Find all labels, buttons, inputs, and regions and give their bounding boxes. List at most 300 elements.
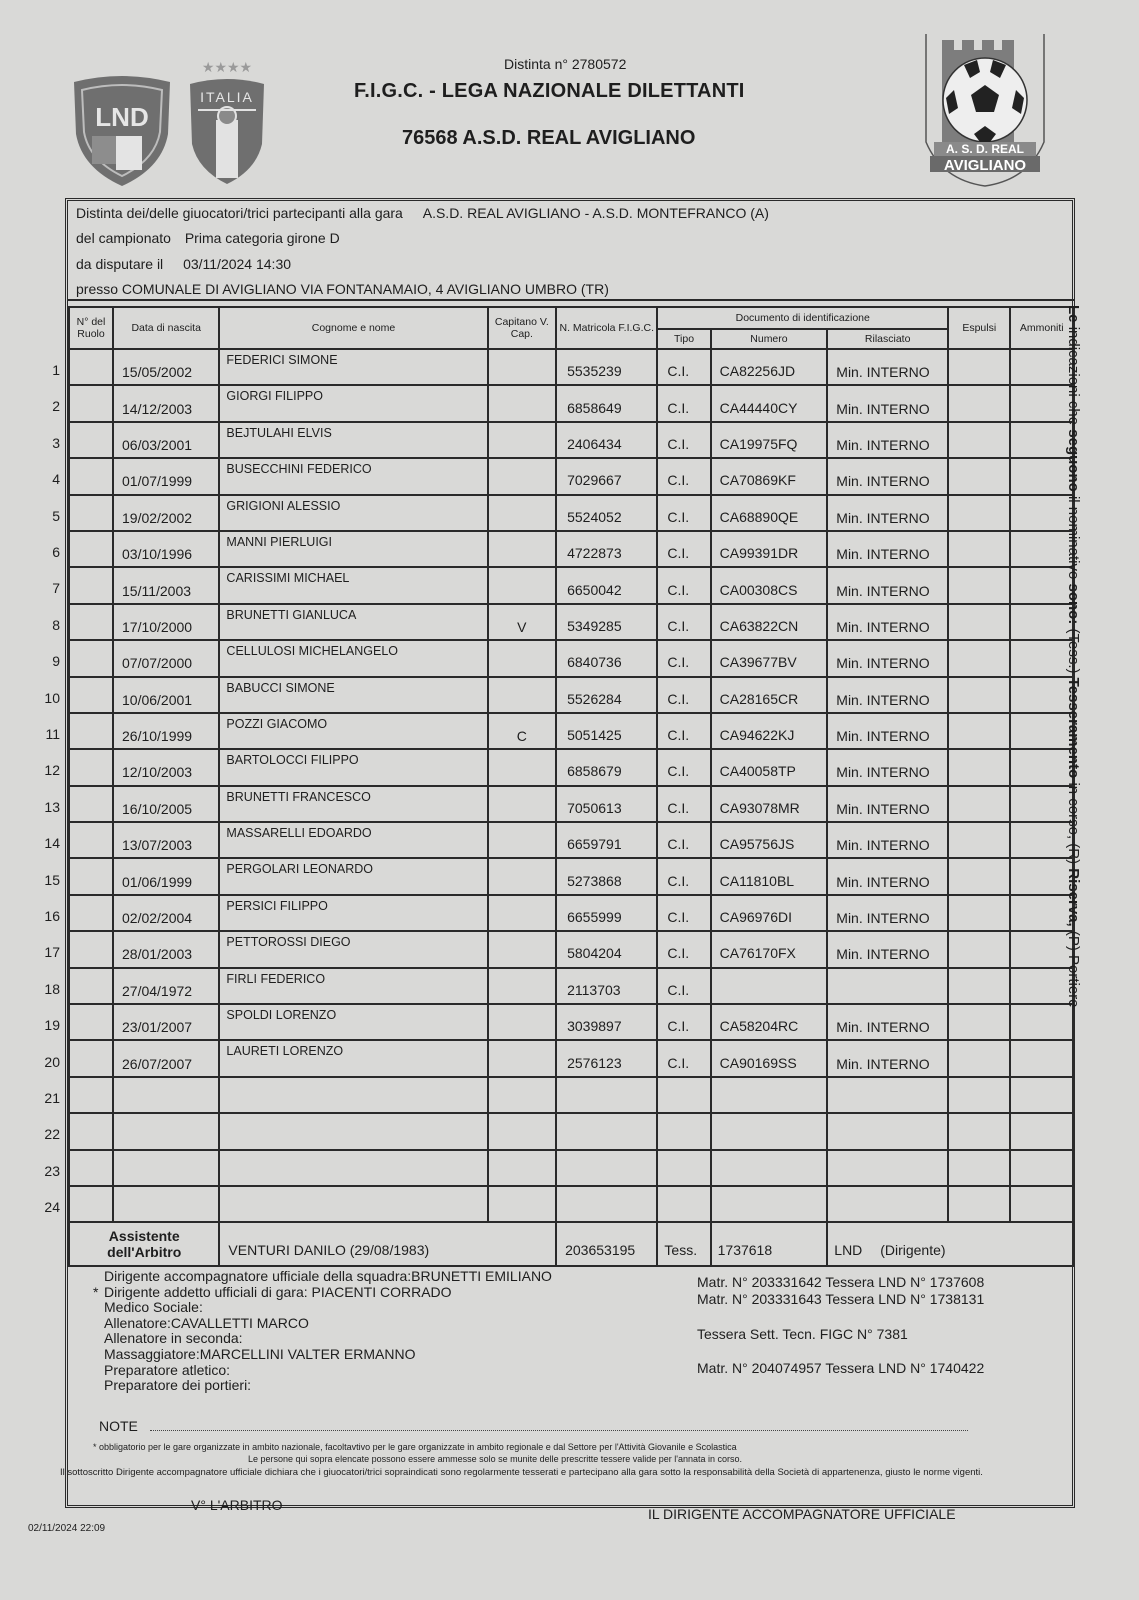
- header-numero: Numero: [711, 329, 828, 349]
- rilasciato-cell: Min. INTERNO: [827, 349, 948, 385]
- ruolo-cell[interactable]: [69, 677, 113, 713]
- numero-cell: CA94622KJ: [711, 713, 828, 749]
- row-number: 2: [52, 398, 60, 415]
- espulsi-cell[interactable]: [948, 1186, 1010, 1222]
- dob-cell: 07/07/2000: [113, 640, 219, 676]
- dob-cell: 06/03/2001: [113, 422, 219, 458]
- info-divider: [68, 299, 1074, 301]
- ruolo-cell[interactable]: [69, 640, 113, 676]
- dob-cell: 16/10/2005: [113, 786, 219, 822]
- numero-cell: CA39677BV: [711, 640, 828, 676]
- row-number: 15: [44, 871, 60, 888]
- dob-cell: [113, 1113, 219, 1149]
- participants-value: A.S.D. REAL AVIGLIANO - A.S.D. MONTEFRANCO (A): [422, 205, 769, 221]
- rilasciato-cell: [827, 968, 948, 1004]
- captain-cell: [488, 1004, 557, 1040]
- espulsi-cell[interactable]: [948, 858, 1010, 894]
- row-number: 24: [44, 1199, 60, 1216]
- player-row: [69, 349, 1073, 385]
- side-legend: [1060, 305, 1082, 1008]
- numero-cell: [711, 1150, 828, 1186]
- espulsi-cell[interactable]: [948, 567, 1010, 603]
- club-logo: [922, 30, 1048, 188]
- name-cell: GRIGIONI ALESSIO: [219, 495, 487, 531]
- rilasciato-cell: Min. INTERNO: [827, 531, 948, 567]
- name-cell: PERGOLARI LEONARDO: [219, 858, 487, 894]
- tipo-cell: C.I.: [657, 640, 710, 676]
- name-cell: [219, 1077, 487, 1113]
- date-line: [76, 256, 291, 272]
- dob-cell: [113, 1077, 219, 1113]
- player-row: [69, 1113, 1073, 1149]
- side-legend-p5: sono:: [1065, 583, 1082, 625]
- name-cell: CELLULOSI MICHELANGELO: [219, 640, 487, 676]
- player-row: [69, 822, 1073, 858]
- name-cell: [219, 1186, 487, 1222]
- espulsi-cell[interactable]: [948, 749, 1010, 785]
- name-cell: FIRLI FEDERICO: [219, 968, 487, 1004]
- name-cell: BRUNETTI FRANCESCO: [219, 786, 487, 822]
- footnote-persone: Le persone qui sopra elencate possono essere ammesse solo se munite delle prescritte tessere valide per l'annata in corso.: [248, 1454, 742, 1464]
- espulsi-cell[interactable]: [948, 713, 1010, 749]
- numero-cell: CA00308CS: [711, 567, 828, 603]
- ruolo-cell[interactable]: [69, 1077, 113, 1113]
- captain-cell: [488, 749, 557, 785]
- side-legend-p1: Le: [1065, 305, 1082, 323]
- espulsi-cell[interactable]: [948, 385, 1010, 421]
- matricola-cell: 7029667: [556, 458, 657, 494]
- row-number: 20: [44, 1053, 60, 1070]
- dob-cell: 19/02/2002: [113, 495, 219, 531]
- staff-massaggiatore: Massaggiatore:MARCELLINI VALTER ERMANNO: [104, 1345, 416, 1362]
- dob-cell: 23/01/2007: [113, 1004, 219, 1040]
- rilasciato-cell: [827, 1150, 948, 1186]
- tipo-cell: C.I.: [657, 895, 710, 931]
- tipo-cell: [657, 1186, 710, 1222]
- matricola-cell: 5051425: [556, 713, 657, 749]
- side-legend-p2: indicazioni che: [1065, 326, 1082, 426]
- tipo-cell: C.I.: [657, 1004, 710, 1040]
- ammoniti-cell[interactable]: [1010, 1113, 1073, 1149]
- staff-preparatore-portieri: Preparatore dei portieri:: [104, 1377, 252, 1394]
- numero-cell: CA40058TP: [711, 749, 828, 785]
- header-rilasciato: Rilasciato: [827, 329, 948, 349]
- ruolo-cell[interactable]: [69, 1004, 113, 1040]
- matricola-cell: [556, 1077, 657, 1113]
- espulsi-cell[interactable]: [948, 968, 1010, 1004]
- numero-cell: [711, 1186, 828, 1222]
- assistant-label-line1: Assistente: [108, 1228, 180, 1245]
- note-line[interactable]: [150, 1430, 968, 1431]
- ruolo-cell[interactable]: [69, 349, 113, 385]
- player-row: [69, 749, 1073, 785]
- ruolo-cell[interactable]: [69, 713, 113, 749]
- rilasciato-cell: Min. INTERNO: [827, 895, 948, 931]
- matricola-cell: 6650042: [556, 567, 657, 603]
- official-signature-label: IL DIRIGENTE ACCOMPAGNATORE UFFICIALE: [648, 1506, 956, 1522]
- numero-cell: CA93078MR: [711, 786, 828, 822]
- tipo-cell: C.I.: [657, 604, 710, 640]
- tipo-cell: C.I.: [657, 458, 710, 494]
- espulsi-cell[interactable]: [948, 895, 1010, 931]
- matr-massaggiatore: Matr. N° 204074957 Tessera LND N° 1740422: [697, 1360, 985, 1376]
- championship-value: Prima categoria girone D: [184, 230, 340, 246]
- staff-allenatore: Allenatore:CAVALLETTI MARCO: [104, 1314, 309, 1331]
- ruolo-cell[interactable]: [69, 749, 113, 785]
- row-number: 8: [52, 616, 60, 633]
- captain-cell: [488, 786, 557, 822]
- espulsi-cell[interactable]: [948, 531, 1010, 567]
- asterisk: *: [93, 1283, 99, 1300]
- header-ruolo: N° del Ruolo: [69, 307, 113, 349]
- matricola-cell: 6659791: [556, 822, 657, 858]
- name-cell: CARISSIMI MICHAEL: [219, 567, 487, 603]
- captain-cell: [488, 531, 557, 567]
- player-row: [69, 786, 1073, 822]
- espulsi-cell[interactable]: [948, 1150, 1010, 1186]
- ruolo-cell[interactable]: [69, 385, 113, 421]
- matricola-cell: 7050613: [556, 786, 657, 822]
- player-row: [69, 713, 1073, 749]
- tipo-cell: C.I.: [657, 495, 710, 531]
- ruolo-cell[interactable]: [69, 895, 113, 931]
- captain-cell: [488, 931, 557, 967]
- espulsi-cell[interactable]: [948, 1077, 1010, 1113]
- assistant-referee-row: [69, 1222, 1073, 1266]
- captain-cell: [488, 349, 557, 385]
- ammoniti-cell[interactable]: [1010, 1186, 1073, 1222]
- italia-logo-text: ITALIA: [200, 89, 254, 105]
- rilasciato-cell: Min. INTERNO: [827, 640, 948, 676]
- tipo-cell: C.I.: [657, 968, 710, 1004]
- row-number: 4: [52, 471, 60, 488]
- row-number: 3: [52, 434, 60, 451]
- venue-line: presso COMUNALE DI AVIGLIANO VIA FONTANAMAIO, 4 AVIGLIANO UMBRO (TR): [76, 281, 609, 297]
- numero-cell: CA90169SS: [711, 1040, 828, 1076]
- side-legend-p6: (Tess.): [1065, 628, 1082, 674]
- lnd-logo: [70, 72, 174, 188]
- assistant-label-line2: dell'Arbitro: [107, 1244, 182, 1261]
- ruolo-cell[interactable]: [69, 786, 113, 822]
- captain-cell: [488, 677, 557, 713]
- espulsi-cell[interactable]: [948, 1040, 1010, 1076]
- matricola-cell: [556, 1186, 657, 1222]
- dob-cell: [113, 1186, 219, 1222]
- staff-medico: Medico Sociale:: [104, 1299, 203, 1316]
- player-row: [69, 531, 1073, 567]
- header-name: Cognome e nome: [219, 307, 487, 349]
- side-legend-p4: il nominativo: [1065, 495, 1082, 580]
- participants-label: Distinta dei/delle giuocatori/trici partecipanti alla gara: [76, 205, 403, 221]
- name-cell: GIORGI FILIPPO: [219, 385, 487, 421]
- players-table: [68, 306, 1074, 1267]
- tipo-cell: C.I.: [657, 567, 710, 603]
- player-row: [69, 604, 1073, 640]
- captain-cell: [488, 858, 557, 894]
- row-number: 13: [44, 798, 60, 815]
- print-timestamp: 02/11/2024 22:09: [28, 1523, 106, 1534]
- name-cell: BEJTULAHI ELVIS: [219, 422, 487, 458]
- svg-text:★★★★: ★★★★: [201, 60, 253, 76]
- player-row: [69, 1077, 1073, 1113]
- ruolo-cell[interactable]: [69, 1113, 113, 1149]
- staff-dirigente-addetto-text: Dirigente addetto ufficiali di gara: PIACENTI CORRADO: [104, 1283, 452, 1300]
- numero-cell: CA19975FQ: [711, 422, 828, 458]
- ruolo-cell[interactable]: [69, 422, 113, 458]
- tipo-cell: [657, 1077, 710, 1113]
- row-number: 21: [44, 1090, 60, 1106]
- dob-cell: 01/06/1999: [113, 858, 219, 894]
- matricola-cell: [556, 1113, 657, 1149]
- matricola-cell: 6858679: [556, 749, 657, 785]
- dob-cell: 12/10/2003: [113, 749, 219, 785]
- rilasciato-cell: Min. INTERNO: [827, 422, 948, 458]
- name-cell: PERSICI FILIPPO: [219, 895, 487, 931]
- rilasciato-cell: Min. INTERNO: [827, 1004, 948, 1040]
- row-number: 6: [52, 544, 60, 560]
- captain-cell: C: [488, 713, 557, 749]
- espulsi-cell[interactable]: [948, 640, 1010, 676]
- player-row: [69, 567, 1073, 603]
- tipo-cell: C.I.: [657, 349, 710, 385]
- distinta-number: Distinta n° 2780572: [504, 56, 627, 72]
- name-cell: PETTOROSSI DIEGO: [219, 931, 487, 967]
- matricola-cell: 5804204: [556, 931, 657, 967]
- matricola-cell: 5349285: [556, 604, 657, 640]
- tipo-cell: [657, 1113, 710, 1149]
- espulsi-cell[interactable]: [948, 422, 1010, 458]
- row-number: 7: [52, 580, 60, 597]
- ruolo-cell[interactable]: [69, 495, 113, 531]
- ruolo-cell[interactable]: [69, 531, 113, 567]
- rilasciato-cell: [827, 1113, 948, 1149]
- ammoniti-cell[interactable]: [1010, 1150, 1073, 1186]
- numero-cell: CA70869KF: [711, 458, 828, 494]
- matr-dirigente-accompagnatore: Matr. N° 203331642 Tessera LND N° 1737608: [697, 1274, 985, 1290]
- name-cell: MASSARELLI EDOARDO: [219, 822, 487, 858]
- ruolo-cell[interactable]: [69, 968, 113, 1004]
- espulsi-cell[interactable]: [948, 458, 1010, 494]
- championship-label: del campionato: [76, 230, 171, 246]
- dob-cell: 14/12/2003: [113, 385, 219, 421]
- assistant-numero: 1737618: [711, 1222, 828, 1266]
- note-label: NOTE: [99, 1418, 138, 1434]
- rilasciato-cell: Min. INTERNO: [827, 567, 948, 603]
- captain-cell: [488, 968, 557, 1004]
- matricola-cell: 4722873: [556, 531, 657, 567]
- player-row: [69, 677, 1073, 713]
- staff-allenatore-seconda: Allenatore in seconda:: [104, 1330, 243, 1347]
- matricola-cell: 2406434: [556, 422, 657, 458]
- captain-cell: [488, 1077, 557, 1113]
- assistant-org: LND: [834, 1242, 863, 1259]
- matricola-cell: 5524052: [556, 495, 657, 531]
- dob-cell: [113, 1150, 219, 1186]
- ruolo-cell[interactable]: [69, 458, 113, 494]
- staff-preparatore-atletico: Preparatore atletico:: [104, 1361, 231, 1378]
- ruolo-cell[interactable]: [69, 604, 113, 640]
- ruolo-cell[interactable]: [69, 1150, 113, 1186]
- numero-cell: CA63822CN: [711, 604, 828, 640]
- matricola-cell: 2576123: [556, 1040, 657, 1076]
- dob-cell: 01/07/1999: [113, 458, 219, 494]
- rilasciato-cell: Min. INTERNO: [827, 458, 948, 494]
- dob-cell: 17/10/2000: [113, 604, 219, 640]
- captain-cell: [488, 640, 557, 676]
- ruolo-cell[interactable]: [69, 858, 113, 894]
- player-row: [69, 1040, 1073, 1076]
- referee-signature-label: V° L'ARBITRO: [191, 1497, 283, 1513]
- rilasciato-cell: Min. INTERNO: [827, 495, 948, 531]
- rilasciato-cell: Min. INTERNO: [827, 1040, 948, 1076]
- espulsi-cell[interactable]: [948, 786, 1010, 822]
- row-number: 12: [44, 762, 60, 779]
- espulsi-cell[interactable]: [948, 349, 1010, 385]
- assistant-issuer: [827, 1222, 1073, 1266]
- name-cell: SPOLDI LORENZO: [219, 1004, 487, 1040]
- espulsi-cell[interactable]: [948, 495, 1010, 531]
- numero-cell: CA96976DI: [711, 895, 828, 931]
- side-legend-p3: seguono: [1065, 429, 1082, 492]
- numero-cell: CA99391DR: [711, 531, 828, 567]
- rilasciato-cell: Min. INTERNO: [827, 385, 948, 421]
- tipo-cell: C.I.: [657, 713, 710, 749]
- player-row: [69, 895, 1073, 931]
- row-number: 18: [44, 980, 60, 997]
- captain-cell: [488, 822, 557, 858]
- matricola-cell: 5273868: [556, 858, 657, 894]
- row-number: 17: [44, 944, 60, 961]
- header-espulsi: Espulsi: [948, 307, 1010, 349]
- espulsi-cell[interactable]: [948, 677, 1010, 713]
- ruolo-cell[interactable]: [69, 931, 113, 967]
- player-row: [69, 640, 1073, 676]
- ammoniti-cell[interactable]: [1010, 1077, 1073, 1113]
- ruolo-cell[interactable]: [69, 1040, 113, 1076]
- header-captain: Capitano V. Cap.: [488, 307, 557, 349]
- rilasciato-cell: Min. INTERNO: [827, 786, 948, 822]
- club-name: 76568 A.S.D. REAL AVIGLIANO: [402, 127, 696, 149]
- ammoniti-cell[interactable]: [1010, 1040, 1073, 1076]
- espulsi-cell[interactable]: [948, 604, 1010, 640]
- dob-cell: 28/01/2003: [113, 931, 219, 967]
- row-number: 9: [52, 653, 60, 670]
- matricola-cell: 5526284: [556, 677, 657, 713]
- dob-cell: 15/05/2002: [113, 349, 219, 385]
- header-dob: Data di nascita: [113, 307, 219, 349]
- player-row: [69, 1004, 1073, 1040]
- numero-cell: CA68890QE: [711, 495, 828, 531]
- player-row: [69, 968, 1073, 1004]
- captain-cell: [488, 385, 557, 421]
- dob-cell: 26/10/1999: [113, 713, 219, 749]
- dob-cell: 13/07/2003: [113, 822, 219, 858]
- player-row: [69, 1150, 1073, 1186]
- assistant-name: VENTURI DANILO (29/08/1983): [219, 1222, 556, 1266]
- captain-cell: [488, 1150, 557, 1186]
- player-row: [69, 495, 1073, 531]
- table-header-row: [69, 307, 1073, 329]
- rilasciato-cell: Min. INTERNO: [827, 822, 948, 858]
- staff-dirigente-addetto: [93, 1283, 552, 1301]
- player-row: [69, 458, 1073, 494]
- ruolo-cell[interactable]: [69, 822, 113, 858]
- player-row: [69, 858, 1073, 894]
- name-cell: [219, 1113, 487, 1149]
- ammoniti-cell[interactable]: [1010, 1004, 1073, 1040]
- tipo-cell: C.I.: [657, 677, 710, 713]
- matricola-cell: 6655999: [556, 895, 657, 931]
- rilasciato-cell: Min. INTERNO: [827, 677, 948, 713]
- numero-cell: CA44440CY: [711, 385, 828, 421]
- dob-cell: 02/02/2004: [113, 895, 219, 931]
- captain-cell: V: [488, 604, 557, 640]
- tipo-cell: C.I.: [657, 858, 710, 894]
- tipo-cell: C.I.: [657, 1040, 710, 1076]
- captain-cell: [488, 1113, 557, 1149]
- row-number: 22: [44, 1126, 60, 1143]
- name-cell: FEDERICI SIMONE: [219, 349, 487, 385]
- championship-line: [76, 230, 340, 246]
- captain-cell: [488, 567, 557, 603]
- rilasciato-cell: [827, 1186, 948, 1222]
- espulsi-cell[interactable]: [948, 931, 1010, 967]
- captain-cell: [488, 1040, 557, 1076]
- staff-list: [93, 1268, 552, 1394]
- assistant-label: [69, 1222, 219, 1266]
- player-row: [69, 931, 1073, 967]
- tessera-allenatore: Tessera Sett. Tecn. FIGC N° 7381: [697, 1326, 908, 1342]
- numero-cell: CA11810BL: [711, 858, 828, 894]
- numero-cell: [711, 1077, 828, 1113]
- header-document: Documento di identificazione: [657, 307, 948, 329]
- matricola-cell: 6840736: [556, 640, 657, 676]
- assistant-tipo: Tess.: [657, 1222, 710, 1266]
- row-number: 5: [52, 507, 60, 524]
- matricola-cell: 3039897: [556, 1004, 657, 1040]
- tipo-cell: [657, 1150, 710, 1186]
- dob-cell: 27/04/1972: [113, 968, 219, 1004]
- numero-cell: CA95756JS: [711, 822, 828, 858]
- matricola-cell: [556, 1150, 657, 1186]
- captain-cell: [488, 422, 557, 458]
- numero-cell: [711, 968, 828, 1004]
- captain-cell: [488, 895, 557, 931]
- ruolo-cell[interactable]: [69, 567, 113, 603]
- rilasciato-cell: [827, 1077, 948, 1113]
- matricola-cell: 6858649: [556, 385, 657, 421]
- player-row: [69, 1186, 1073, 1222]
- declaration: Il sottoscritto Dirigente accompagnatore ufficiale dichiara che i giuocatori/trici sopraindicati sono regolarmente tesserati e partecipano alla gara sotto la responsabilità della Società di appartenenza, giusto le norme vigenti.: [60, 1467, 983, 1478]
- lnd-logo-text: LND: [95, 102, 149, 132]
- matricola-cell: 5535239: [556, 349, 657, 385]
- row-number: 16: [44, 908, 60, 924]
- espulsi-cell[interactable]: [948, 822, 1010, 858]
- row-number: 10: [44, 689, 60, 706]
- ruolo-cell[interactable]: [69, 1186, 113, 1222]
- espulsi-cell[interactable]: [948, 1004, 1010, 1040]
- numero-cell: CA28165CR: [711, 677, 828, 713]
- numero-cell: CA76170FX: [711, 931, 828, 967]
- espulsi-cell[interactable]: [948, 1113, 1010, 1149]
- dob-cell: 03/10/1996: [113, 531, 219, 567]
- assistant-role: (Dirigente): [880, 1242, 946, 1259]
- italia-logo: [186, 58, 268, 188]
- participants-line: [76, 205, 769, 221]
- tipo-cell: C.I.: [657, 422, 710, 458]
- tipo-cell: C.I.: [657, 385, 710, 421]
- name-cell: POZZI GIACOMO: [219, 713, 487, 749]
